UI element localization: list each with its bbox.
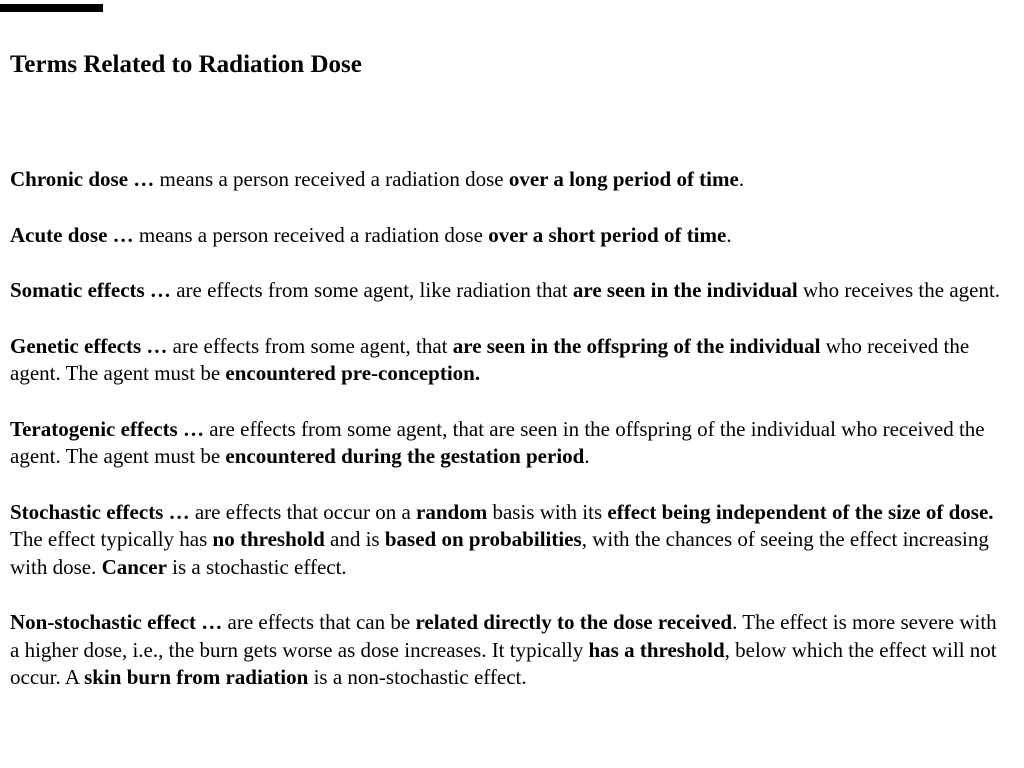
text-segment: . (738, 167, 745, 191)
text-segment: Stochastic effects … (10, 499, 195, 524)
text-segment: Non-stochastic effect … (10, 610, 228, 634)
text-segment: Somatic effects … (10, 278, 177, 302)
text-segment: . (726, 222, 732, 247)
definition-paragraph (10, 166, 1010, 194)
text-segment: are effects from some agent, that (172, 333, 453, 358)
text-segment: , below which the effect will not occur. A (10, 637, 997, 689)
text-segment: related directly to the dose received (415, 610, 733, 634)
text-segment: random (416, 499, 488, 524)
text-segment: effect being independent of the size of dose. (607, 499, 994, 524)
text-segment: The effect typically has (10, 527, 213, 551)
page-title: Terms Related to Radiation Dose (10, 51, 362, 78)
definition-paragraph (10, 333, 1010, 388)
text-segment: encountered pre-conception. (225, 361, 481, 385)
text-segment: means a person received a radiation dose (138, 222, 489, 247)
text-segment: , with the chances of seeing the effect increasing with dose. (10, 527, 989, 579)
text-segment: . (584, 444, 590, 468)
text-segment: is a non-stochastic effect. (308, 665, 527, 689)
text-segment: Chronic dose … (10, 167, 160, 191)
text-segment: basis with its (487, 499, 608, 524)
definition-paragraph (10, 609, 1010, 692)
text-segment: over a short period of time (488, 222, 727, 247)
text-segment: are effects that occur on a (194, 499, 417, 524)
text-segment: Teratogenic effects … (10, 416, 210, 441)
text-segment: based on probabilities (384, 527, 582, 551)
definition-paragraph (10, 416, 1010, 471)
text-segment: skin burn from radiation (84, 665, 309, 689)
text-segment: no threshold (212, 527, 325, 551)
text-segment: are seen in the individual (572, 278, 798, 302)
text-segment: Acute dose … (10, 222, 139, 247)
text-segment: who receives the agent. (797, 278, 1001, 302)
text-segment: is a stochastic effect. (166, 554, 347, 579)
text-segment: Genetic effects … (10, 333, 173, 358)
text-segment: means a person received a radiation dose (159, 167, 509, 191)
text-segment: over a long period of time (508, 167, 739, 191)
text-segment: who received the agent. The agent must be (10, 333, 970, 385)
definition-paragraph (10, 277, 1010, 305)
text-segment: Cancer (101, 554, 167, 579)
text-segment: are effects that can be (227, 610, 416, 634)
text-segment: encountered during the gestation period (225, 444, 585, 468)
text-segment: are effects from some agent, that are seen in the offspring of the individual who received the agent. The agent must be (10, 416, 985, 468)
text-segment: are effects from some agent, like radiation that (176, 278, 573, 302)
text-segment: has a threshold (588, 637, 725, 662)
definitions-list (10, 166, 1010, 692)
top-left-black-bar (0, 4, 103, 12)
text-segment: . The effect is more severe with a higher dose, i.e., the burn gets worse as dose increases. It typically (10, 610, 997, 662)
text-segment: and is (324, 527, 385, 551)
definition-paragraph (10, 222, 1010, 250)
definition-paragraph (10, 499, 1010, 582)
text-segment: are seen in the offspring of the individual (452, 333, 821, 358)
